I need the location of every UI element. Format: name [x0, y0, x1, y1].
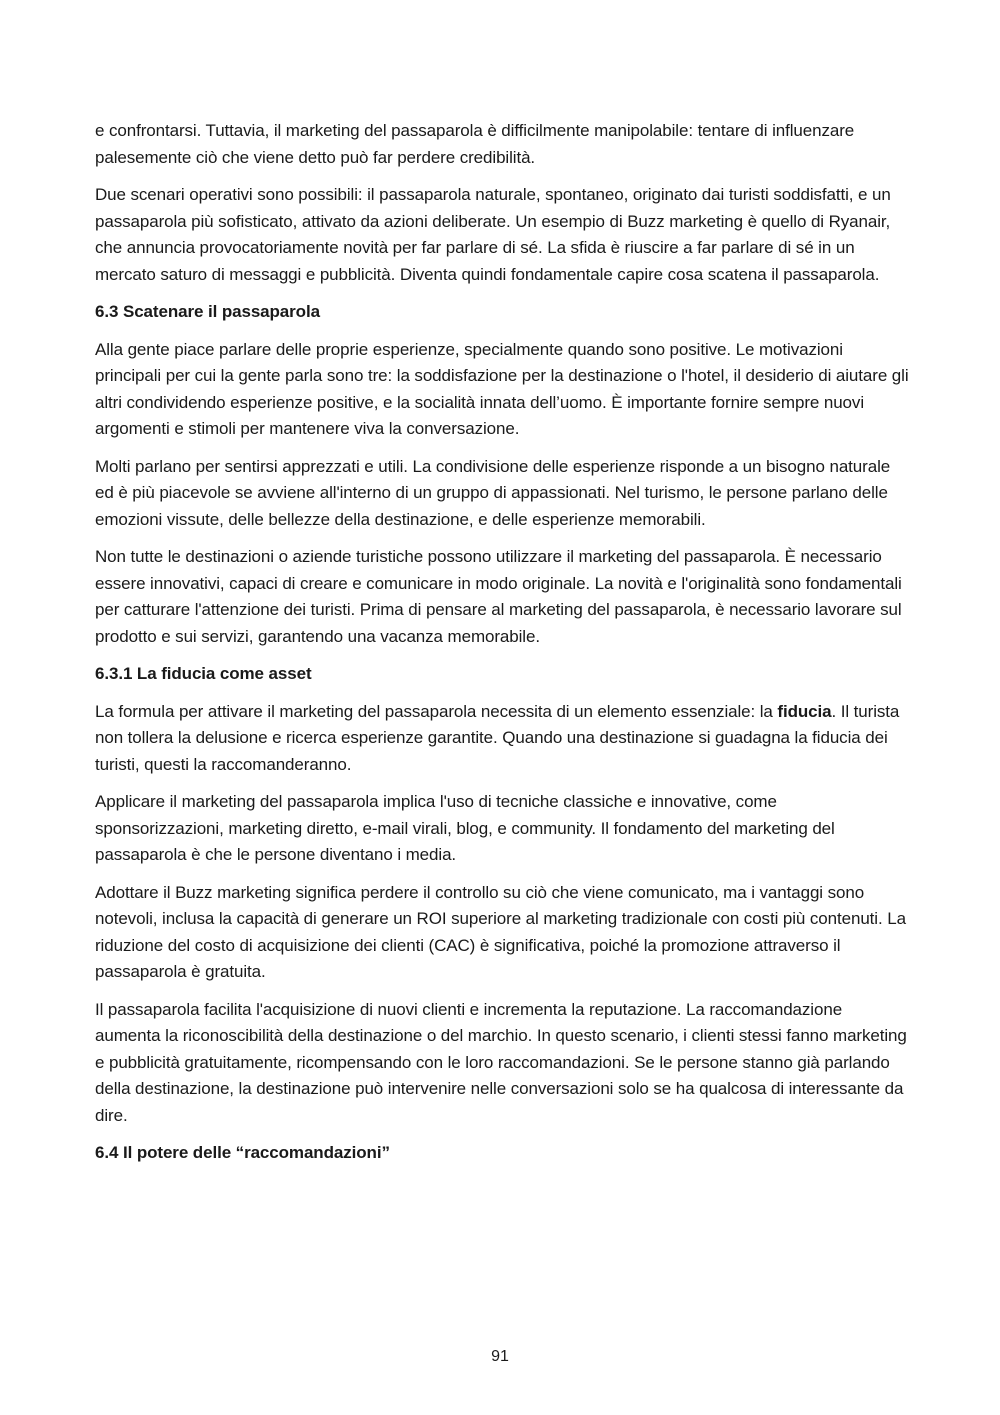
paragraph-innovation: Non tutte le destinazioni o aziende turistiche possono utilizzare il marketing del passaparola. È necessario essere innovativi, capaci di creare e comunicare in modo originale. La novità e l'originalità sono fondamentali per catturare l'attenzione dei turisti. Prima di pensare al marketing del passaparola, è necessario lavorare sul prodotto e sui servizi, garantendo una vacanza memorabile.	[95, 547, 902, 646]
document-body	[95, 118, 910, 1178]
section-heading-6-3: 6.3 Scatenare il passaparola	[95, 302, 320, 321]
paragraph-buzz-marketing: Adottare il Buzz marketing significa perdere il controllo su ciò che viene comunicato, ma i vantaggi sono notevoli, inclusa la capacità di generare un ROI superiore al marketing tradizionale con costi più contenuti. La riduzione del costo di acquisizione dei clienti (CAC) è significativa, poiché la promozione attraverso il passaparola è gratuita.	[95, 882, 906, 981]
paragraph-trust-end: . Il turista non tollera la delusione e ricerca esperienze garantite. Quando una destinazione si guadagna la fiducia dei turisti, questi la raccomanderanno.	[95, 701, 900, 774]
paragraph-motivations: Alla gente piace parlare delle proprie esperienze, specialmente quando sono positive. Le motivazioni principali per cui la gente parla sono tre: la soddisfazione per la destinazione o l'hotel, il desiderio di aiutare gli altri condividendo esperienze positive, e la socialità innata dell’uomo. È importante fornire sempre nuovi argomenti e stimoli per mantenere viva la conversazione.	[95, 339, 909, 438]
paragraph-sharing: Molti parlano per sentirsi apprezzati e utili. La condivisione delle esperienze risponde a un bisogno naturale ed è più piacevole se avviene all'interno di un gruppo di appassionati. Nel turismo, le persone parlano delle emozioni vissute, delle bellezze della destinazione, e delle esperienze memorabili.	[95, 456, 891, 529]
paragraph-acquisition: Il passaparola facilita l'acquisizione di nuovi clienti e incrementa la reputazione. La raccomandazione aumenta la riconoscibilità della destinazione o del marchio. In questo scenario, i clienti stessi fanno marketing e pubblicità gratuitamente, ricompensando con le loro raccomandazioni. Se le persone stanno già parlando della destinazione, la destinazione può intervenire nelle conversazioni solo se ha qualcosa di interessante da dire.	[95, 999, 907, 1125]
paragraph-continuation: e confrontarsi. Tuttavia, il marketing del passaparola è difficilmente manipolabile: tentare di influenzare palesemente ciò che viene detto può far perdere credibilità.	[95, 121, 855, 167]
page-number: 91	[491, 1348, 509, 1365]
paragraph-trust-start: La formula per attivare il marketing del passaparola necessita di un elemento essenziale: la	[95, 701, 778, 721]
section-heading-6-4: 6.4 Il potere delle “raccomandazioni”	[95, 1143, 390, 1162]
section-heading-6-3-1: 6.3.1 La fiducia come asset	[95, 664, 312, 683]
paragraph-trust	[95, 699, 910, 779]
paragraph-trust-bold: fiducia	[777, 701, 832, 721]
paragraph-scenarios: Due scenari operativi sono possibili: il passaparola naturale, spontaneo, originato dai turisti soddisfatti, e un passaparola più sofisticato, attivato da azioni deliberate. Un esempio di Buzz marketing è quello di Ryanair, che annuncia provocatoriamente novità per far parlare di sé. La sfida è riuscire a far parlare di sé in un mercato saturo di messaggi e pubblicità. Diventa quindi fondamentale capire cosa scatena il passaparola.	[95, 185, 891, 284]
paragraph-techniques: Applicare il marketing del passaparola implica l'uso di tecniche classiche e innovative, come sponsorizzazioni, marketing diretto, e-mail virali, blog, e community. Il fondamento del marketing del passaparola è che le persone diventano i media.	[95, 792, 835, 864]
